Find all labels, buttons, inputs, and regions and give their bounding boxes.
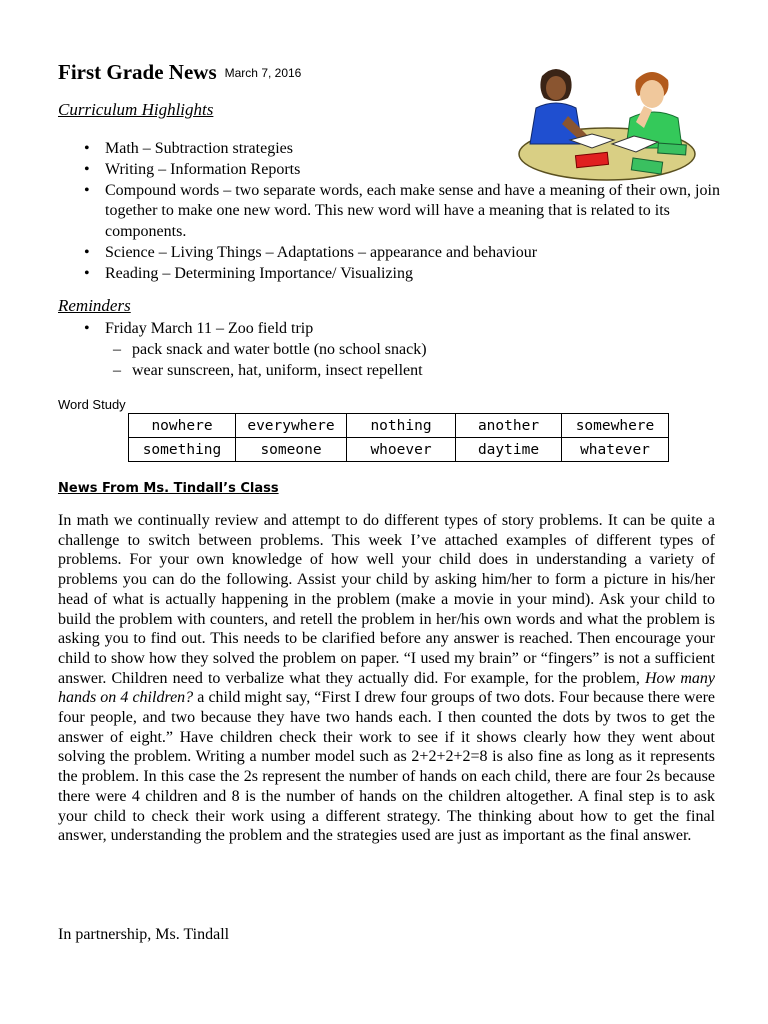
word-study-label: Word Study — [58, 397, 126, 412]
word-cell: whoever — [347, 438, 456, 462]
list-item: – wear sunscreen, hat, uniform, insect repellent — [105, 361, 684, 382]
curriculum-list — [84, 139, 734, 285]
news-text-italic: How many hands on 4 children? — [58, 669, 715, 707]
word-cell: something — [129, 438, 236, 462]
list-item: • Reading – Determining Importance/ Visualizing — [84, 264, 734, 285]
list-item: – pack snack and water bottle (no school snack) — [105, 340, 684, 361]
news-paragraph — [58, 511, 715, 846]
reminder-text: Friday March 11 – Zoo field trip — [105, 320, 314, 337]
word-cell: nothing — [347, 414, 456, 438]
newsletter-title: First Grade News — [58, 60, 217, 84]
word-cell: another — [456, 414, 562, 438]
curriculum-heading: Curriculum Highlights — [58, 100, 214, 119]
word-cell: nowhere — [129, 414, 236, 438]
news-text-part2: a child might say, “First I drew four groups of two dots. Four because there were four people, and two because they have two hands each. I then counted the dots by twos to get the answer of eight.” Have children check their work to see if it shows clearly how they went about solving the problem. Writing a number model such as 2+2+2+2=8 is also fine as long as it represents the problem. In this case the 2s represent the number of hands on each child, there are four 2s because there were 4 children and 8 is the number of hands on the children altogether. A final step is to ask your child to check their work using a different strategy. The thinking about how to get the final answer, understanding the problem and the strategies used are just as important as the final answer. — [58, 689, 716, 845]
reminder-subitems — [105, 340, 684, 382]
news-heading: News From Ms. Tindall’s Class — [58, 481, 279, 496]
word-cell: everywhere — [236, 414, 347, 438]
list-item: • Writing – Information Reports — [84, 160, 734, 181]
word-cell: somewhere — [562, 414, 669, 438]
table-row — [129, 414, 669, 438]
newsletter-header — [58, 60, 301, 85]
reminders-list — [84, 319, 684, 381]
right-child-face — [640, 80, 664, 108]
table-row — [129, 438, 669, 462]
list-item: • Science – Living Things – Adaptations – appearance and behaviour — [84, 243, 734, 264]
word-cell: whatever — [562, 438, 669, 462]
list-item — [84, 319, 684, 381]
word-study-table — [128, 413, 669, 462]
left-child-face — [546, 76, 566, 100]
list-item: • Math – Subtraction strategies — [84, 139, 734, 160]
news-text-part1: In math we continually review and attempt to do different types of story problems. It can be quite a challenge to switch between problems. This week I’ve attached examples of different types of problems. For your own knowledge of how well your child does in understanding a variety of problems you can do the following. Assist your child by asking him/her to form a picture in his/her head of what is actually happening in the problem (make a movie in your mind). Ask your child to build the problem with counters, and retell the problem in her/his own words and what the problem is asking you to find out. This needs to be clarified before any answer is reached. Then encourage your child to show how they solved the problem on paper. “I used my brain” or “fingers” is not a sufficient answer. Children need to verbalize what they actually did. For example, for the problem, — [58, 512, 715, 687]
newsletter-date: March 7, 2016 — [224, 66, 302, 80]
signoff: In partnership, Ms. Tindall — [58, 926, 230, 943]
word-cell: daytime — [456, 438, 562, 462]
word-cell: someone — [236, 438, 347, 462]
reminders-heading: Reminders — [58, 296, 131, 315]
list-item: • Compound words – two separate words, each make sense and have a meaning of their own, join together to make one new word. This new word will have a meaning that is related to its components. — [84, 181, 734, 243]
